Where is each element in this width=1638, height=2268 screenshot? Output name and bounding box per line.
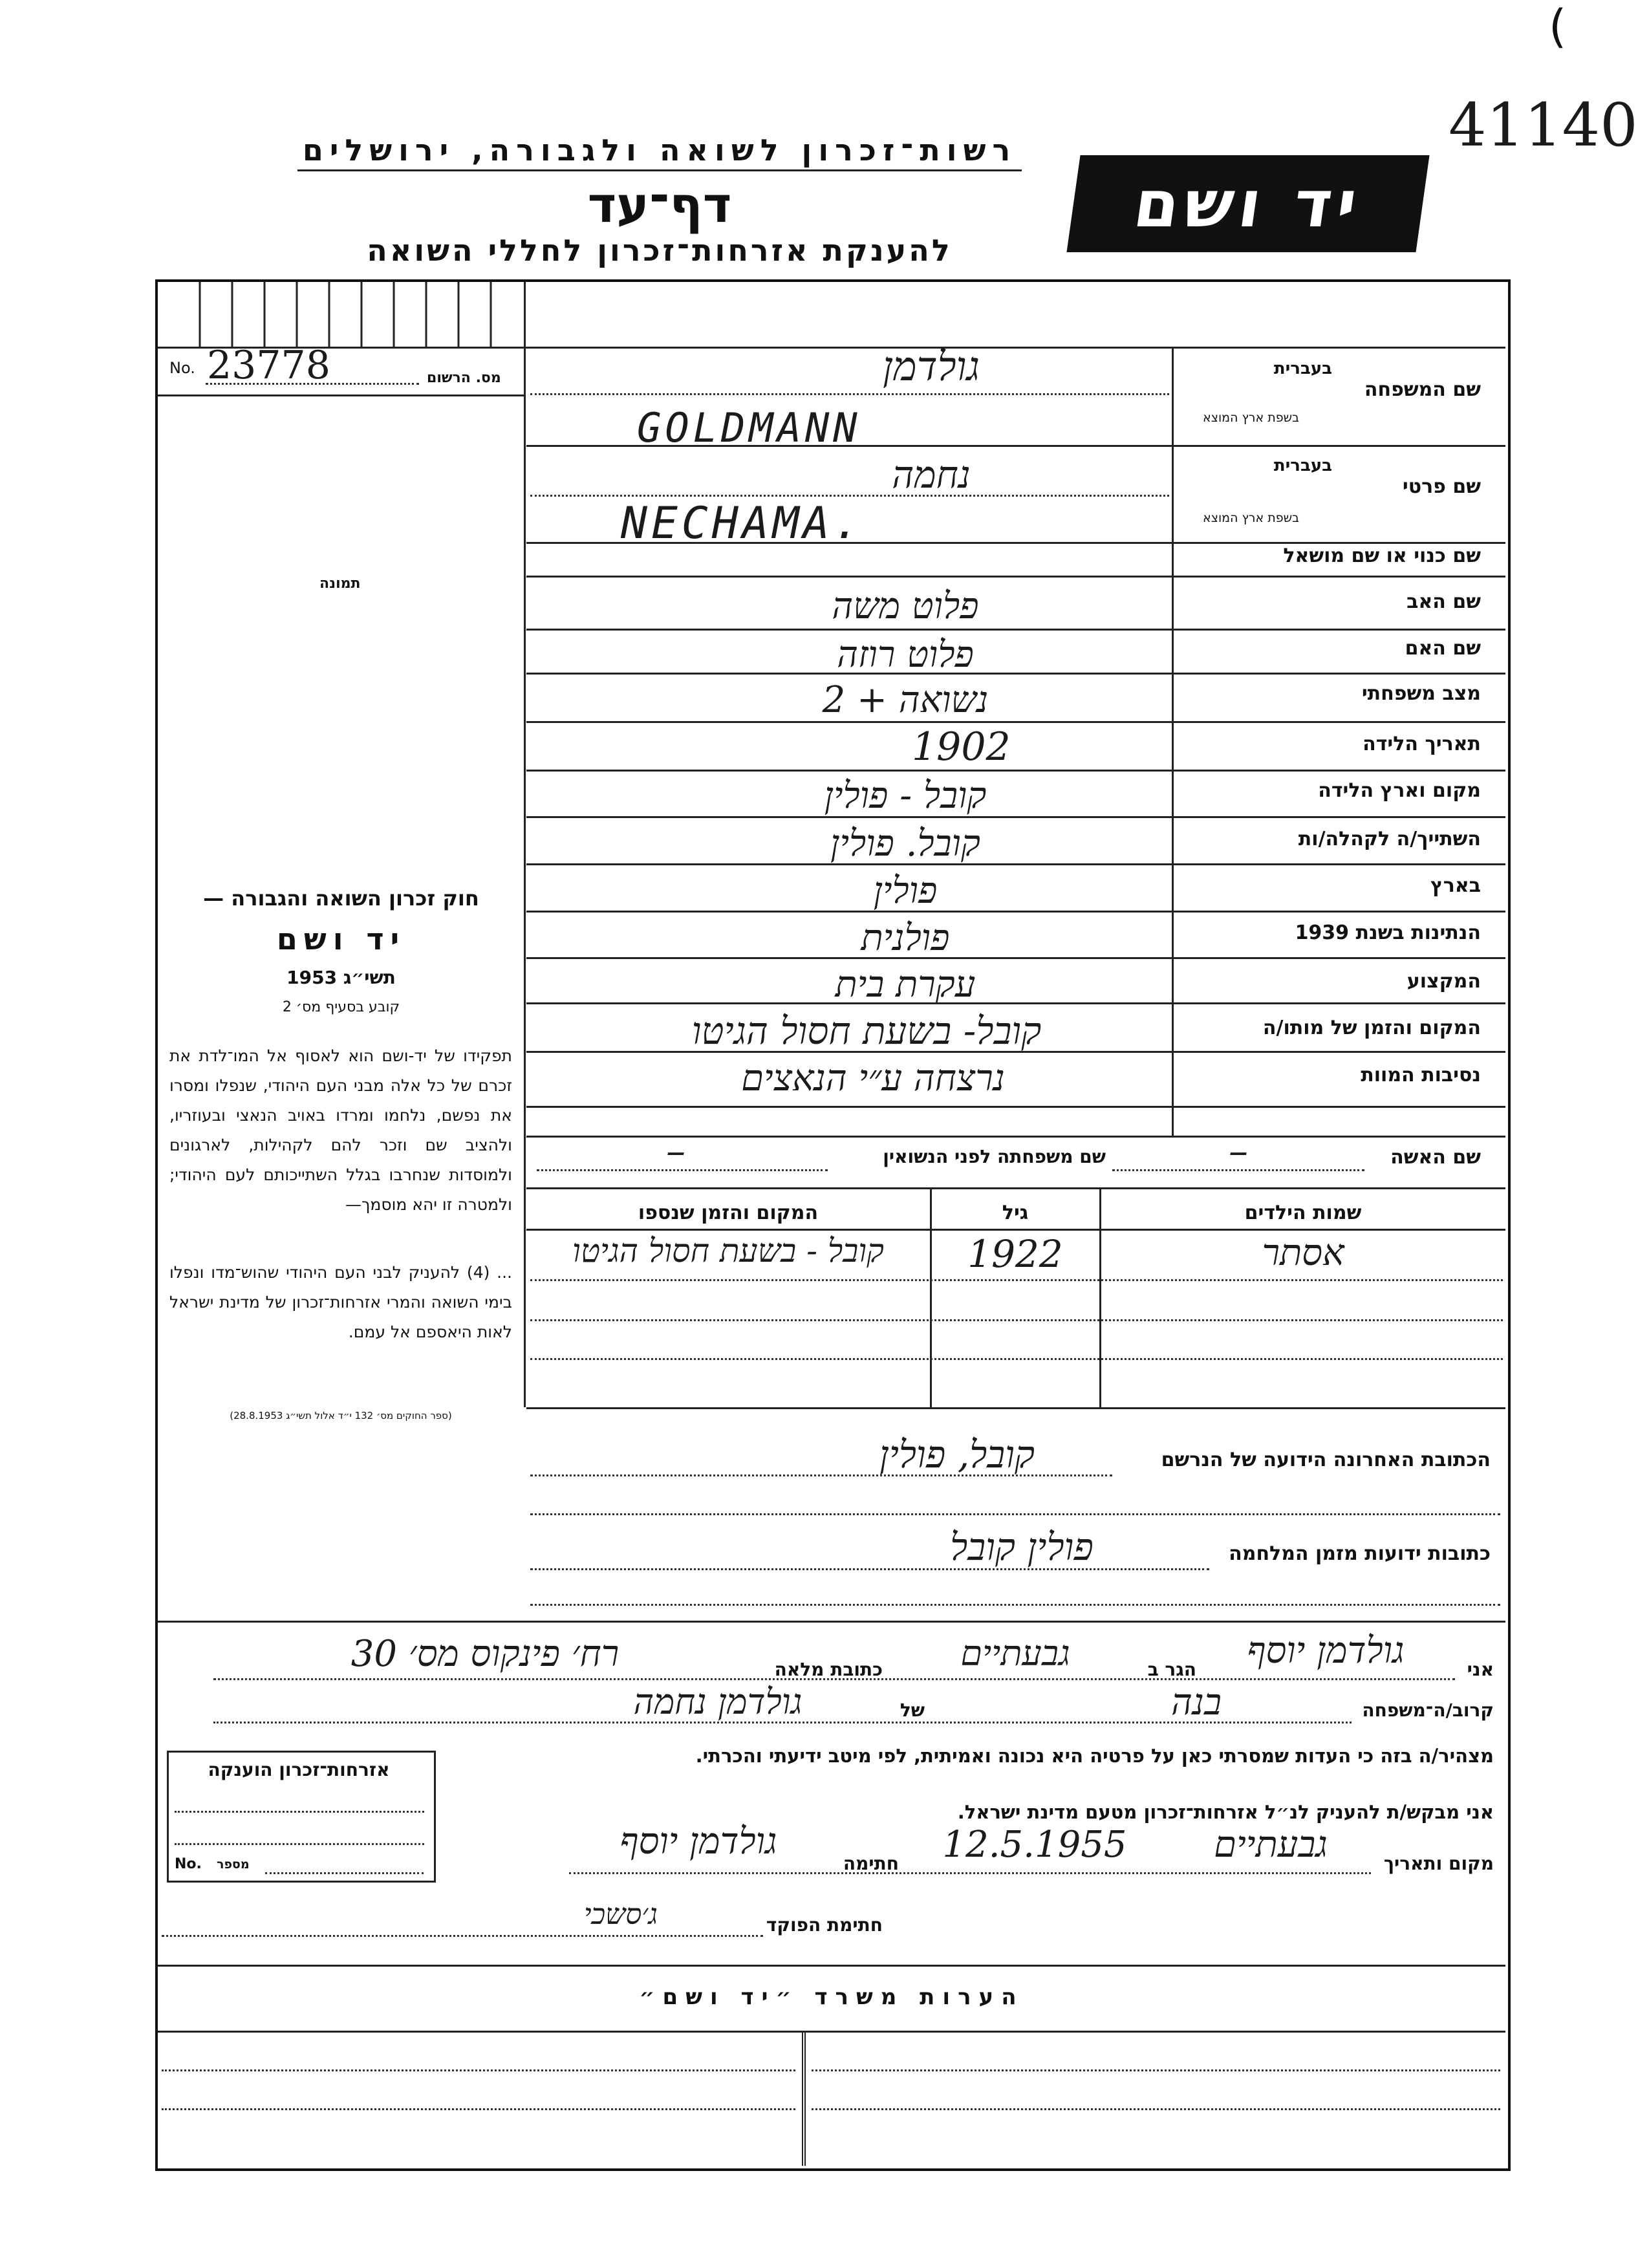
office-right-dots-1 [812, 2069, 1500, 2071]
declarant-address-label: כתובת מלאה [774, 1659, 883, 1680]
birth-place-rule [526, 816, 1505, 818]
law-text-1: תפקידו של יד-ושם הוא לאסוף אל המו־לדת את זכרם של כל אלה מבני העם היהודי, שנפלו ומסרו את נפשם, נלחמו ומרדו באויב הנאצי ובעוזריו, ולהציב שם וזכר להם לקהילות, לארגונים ולמוסדות שנחרבו בגלל השתייכותם לעם היהודי; ולמטרה זו יהא מוסמך— [169, 1046, 512, 1214]
officer-signature: ג׳סשכי [584, 1898, 658, 1931]
mother-rule [526, 673, 1505, 675]
registration-rule [158, 394, 524, 396]
stamp-box-dots-2 [175, 1843, 424, 1845]
children-place-header: המקום והזמן שנספו [638, 1202, 819, 1224]
profession-label: המקצוע [1406, 970, 1481, 993]
law-name: יד ושם [276, 922, 406, 956]
declarant-city: גבעתיים [960, 1633, 1070, 1674]
country-label: בארץ [1430, 874, 1481, 897]
last-address-value: קובל, פולין [879, 1432, 1035, 1476]
citizenship-rule [526, 957, 1505, 959]
declarant-signature: גולדמן יוסף [620, 1820, 777, 1863]
birth-date-value: 1902 [912, 724, 1011, 770]
birth-date-label: תאריך הלידה [1363, 733, 1481, 755]
first-hebrew-dots [530, 495, 1169, 497]
address-extra-dots [530, 1513, 1500, 1515]
stamp-box-no-label: No. [175, 1856, 202, 1872]
community-label: השתייך/ה לקהלה/ות [1298, 828, 1481, 850]
yad-vashem-logo [1066, 155, 1429, 252]
children-divider-2 [1099, 1187, 1101, 1407]
death-cause-rule [526, 1106, 1505, 1108]
marital-value: נשואה + 2 [822, 679, 989, 721]
label-column-divider [1172, 347, 1174, 1136]
last-address-dots [530, 1474, 1112, 1476]
spouse-maiden-label: שם משפחתה לפני הנשואין [883, 1146, 1106, 1167]
office-left-dots-2 [162, 2108, 795, 2110]
photo-label: תמונה [319, 576, 361, 592]
country-value: פולין [873, 870, 938, 912]
mother-value: פלוט רוזה [837, 634, 974, 676]
children-age-header: גיל [1002, 1202, 1029, 1224]
community-value: קובל. פולין [830, 823, 980, 865]
family-rule [526, 445, 1505, 447]
officer-label: חתימת הפוקד [766, 1914, 883, 1936]
father-label: שם האב [1406, 590, 1481, 613]
ledger-grid [158, 282, 526, 347]
birth-place-label: מקום וארץ הלידה [1318, 779, 1481, 802]
birth-date-rule [526, 770, 1505, 772]
logo-text: יד ושם [1129, 166, 1367, 242]
stamp-box-number-label: מספר [217, 1857, 250, 1872]
first-name-latin: NECHAMA. [621, 498, 864, 549]
community-rule [526, 863, 1505, 865]
war-address-label: כתובות ידועות מזמן המלחמה [1229, 1542, 1491, 1565]
war-address-dots [530, 1568, 1209, 1570]
children-row-1-dots [530, 1279, 1503, 1281]
birth-place-value: קובל - פולין [824, 775, 987, 817]
law-section: קובע בסעיף מס׳ 2 [282, 999, 400, 1015]
spouse-maiden-value: – [666, 1129, 685, 1174]
family-hebrew-label: בעברית [1273, 359, 1332, 378]
authority-name: רשות־זכרון לשואה ולגבורה, ירושלים [302, 133, 1017, 167]
father-rule [526, 629, 1505, 631]
marital-label: מצב משפחתי [1361, 682, 1481, 705]
law-text-2: ... (4) להעניק לבני העם היהודי שהוש־מדו ונפלו בימי השואה והמרי אזרחות־זכרון של מדינת ישראל לאות היאספם אל עמם. [169, 1263, 513, 1341]
ledger-boxes [158, 282, 526, 347]
archive-number: 41140 [1449, 91, 1638, 160]
first-origin-label: בשפת ארץ המוצא [1203, 511, 1300, 525]
nickname-rule [526, 576, 1505, 578]
death-place-label: המקום והזמן של מותו/ה [1262, 1017, 1481, 1039]
marital-rule [526, 721, 1505, 723]
death-cause-value: נרצחה ע״י הנאצים [741, 1057, 1005, 1099]
spouse-rule [526, 1187, 1505, 1189]
registration-no-label: No. [169, 359, 195, 377]
children-bottom-rule [526, 1407, 1505, 1409]
children-divider-1 [930, 1187, 932, 1407]
office-left-dots-1 [162, 2069, 795, 2071]
children-names-header: שמות הילדים [1244, 1202, 1362, 1224]
citizenship-label: הנתינות בשנת 1939 [1295, 922, 1481, 944]
declarant-relation-label: קרוב/ה־משפחה [1362, 1700, 1494, 1721]
spouse-label: שם האשה [1390, 1146, 1481, 1169]
war-address-extra-dots [530, 1604, 1500, 1606]
family-name-latin: GOLDMANN [637, 404, 861, 451]
declaration-text: מצהיר/ה בזה כי העדות שמסרתי כאן על פרטיה היא נכונה ואמיתית, לפי מיטב ידיעתי והכרתי. [695, 1745, 1494, 1767]
declarant-i-label: אני [1467, 1659, 1494, 1680]
spouse-maiden-dots [537, 1169, 828, 1171]
request-text: אני מבקש/ת להעניק לנ״ל אזרחות־זכרון מטעם מדינת ישראל. [957, 1801, 1494, 1823]
office-center-divider [802, 2031, 806, 2166]
officer-dots [162, 1935, 763, 1937]
father-value: פלוט משה [832, 585, 979, 627]
last-address-label: הכתובת האחרונה הידועה של הנרשם [1161, 1449, 1491, 1471]
header-underline [297, 169, 1022, 171]
left-column-divider [524, 282, 526, 1407]
registration-label: מס. הרשום [427, 370, 501, 386]
office-header-rule [158, 2031, 1505, 2033]
declarant-of-value: גולדמן נחמה [633, 1681, 803, 1722]
signature-label: חתימה [843, 1853, 899, 1874]
declarant-address: רח׳ פינקוס מס׳ 30 [350, 1633, 620, 1675]
office-right-dots-2 [812, 2108, 1500, 2110]
declarant-of-label: של [900, 1700, 925, 1721]
addresses-bottom-rule [158, 1621, 1505, 1623]
declarant-line-2-dots [213, 1722, 1352, 1723]
place-date-label: מקום ותאריך [1383, 1853, 1494, 1874]
corner-mark: ( [1549, 0, 1567, 53]
registration-no-value: 23778 [207, 343, 330, 388]
stamp-box-number-dots [265, 1872, 424, 1874]
child-1-name: אסתר [1262, 1232, 1344, 1274]
law-year: תשי״ג 1953 [286, 967, 396, 988]
office-title: הערות משרד ״יד ושם״ [639, 1984, 1024, 2010]
place-date-dots [569, 1872, 1371, 1874]
law-source: (ספר החוקים מס׳ 132 י״ד אלול תשי״ג 28.8.1953) [230, 1410, 452, 1421]
page-subtitle: להענקת אזרחות־זכרון לחללי השואה [367, 233, 953, 268]
first-name-hebrew: נחמה [892, 453, 971, 497]
first-hebrew-label: בעברית [1273, 456, 1332, 475]
first-rule [526, 542, 1505, 544]
profession-rule [526, 1002, 1505, 1004]
profession-value: עקרת בית [835, 964, 976, 1006]
nickname-label: שם כנוי או שם מושאל [1283, 545, 1481, 567]
registration-dots [206, 383, 419, 385]
children-row-2-dots [530, 1319, 1503, 1321]
office-top-rule [158, 1965, 1505, 1967]
death-cause-label: נסיבות המוות [1361, 1064, 1481, 1086]
declarant-name: גולדמן יוסף [1247, 1630, 1405, 1672]
family-hebrew-dots [530, 393, 1169, 395]
declarant-relation: בנה [1170, 1681, 1222, 1723]
children-row-3-dots [530, 1358, 1503, 1360]
declarant-place: גבעתיים [1214, 1824, 1328, 1866]
stamp-box-dots-1 [175, 1811, 424, 1813]
war-address-value: פולין קובל [950, 1525, 1094, 1569]
first-name-label: שם פרטי [1402, 475, 1481, 498]
stamp-box-title: אזרחות־זכרון הוענקה [208, 1759, 390, 1780]
death-place-value: קובל- בשעת חסול הגיטו [691, 1009, 1042, 1053]
declarant-resides-label: הגר ב [1147, 1659, 1196, 1680]
law-title: חוק זכרון השואה והגבורה — [203, 886, 479, 911]
family-origin-label: בשפת ארץ המוצא [1203, 411, 1300, 425]
page-title: דף־עד [587, 176, 732, 233]
declarant-date: 12.5.1955 [942, 1824, 1127, 1866]
children-header-rule [526, 1229, 1505, 1231]
spouse-dots [1112, 1169, 1364, 1171]
child-1-age: 1922 [967, 1232, 1063, 1276]
citizenship-value: פולנית [861, 917, 950, 959]
family-name-hebrew: גולדמן [883, 343, 980, 390]
death-place-rule [526, 1051, 1505, 1053]
country-rule [526, 911, 1505, 913]
mother-label: שם האם [1405, 637, 1481, 660]
declarant-line-1-dots [213, 1678, 1455, 1680]
spouse-value: – [1229, 1129, 1248, 1174]
child-1-place: קובל - בשעת חסול הגיטו [572, 1232, 884, 1269]
family-name-label: שם המשפחה [1364, 378, 1481, 401]
